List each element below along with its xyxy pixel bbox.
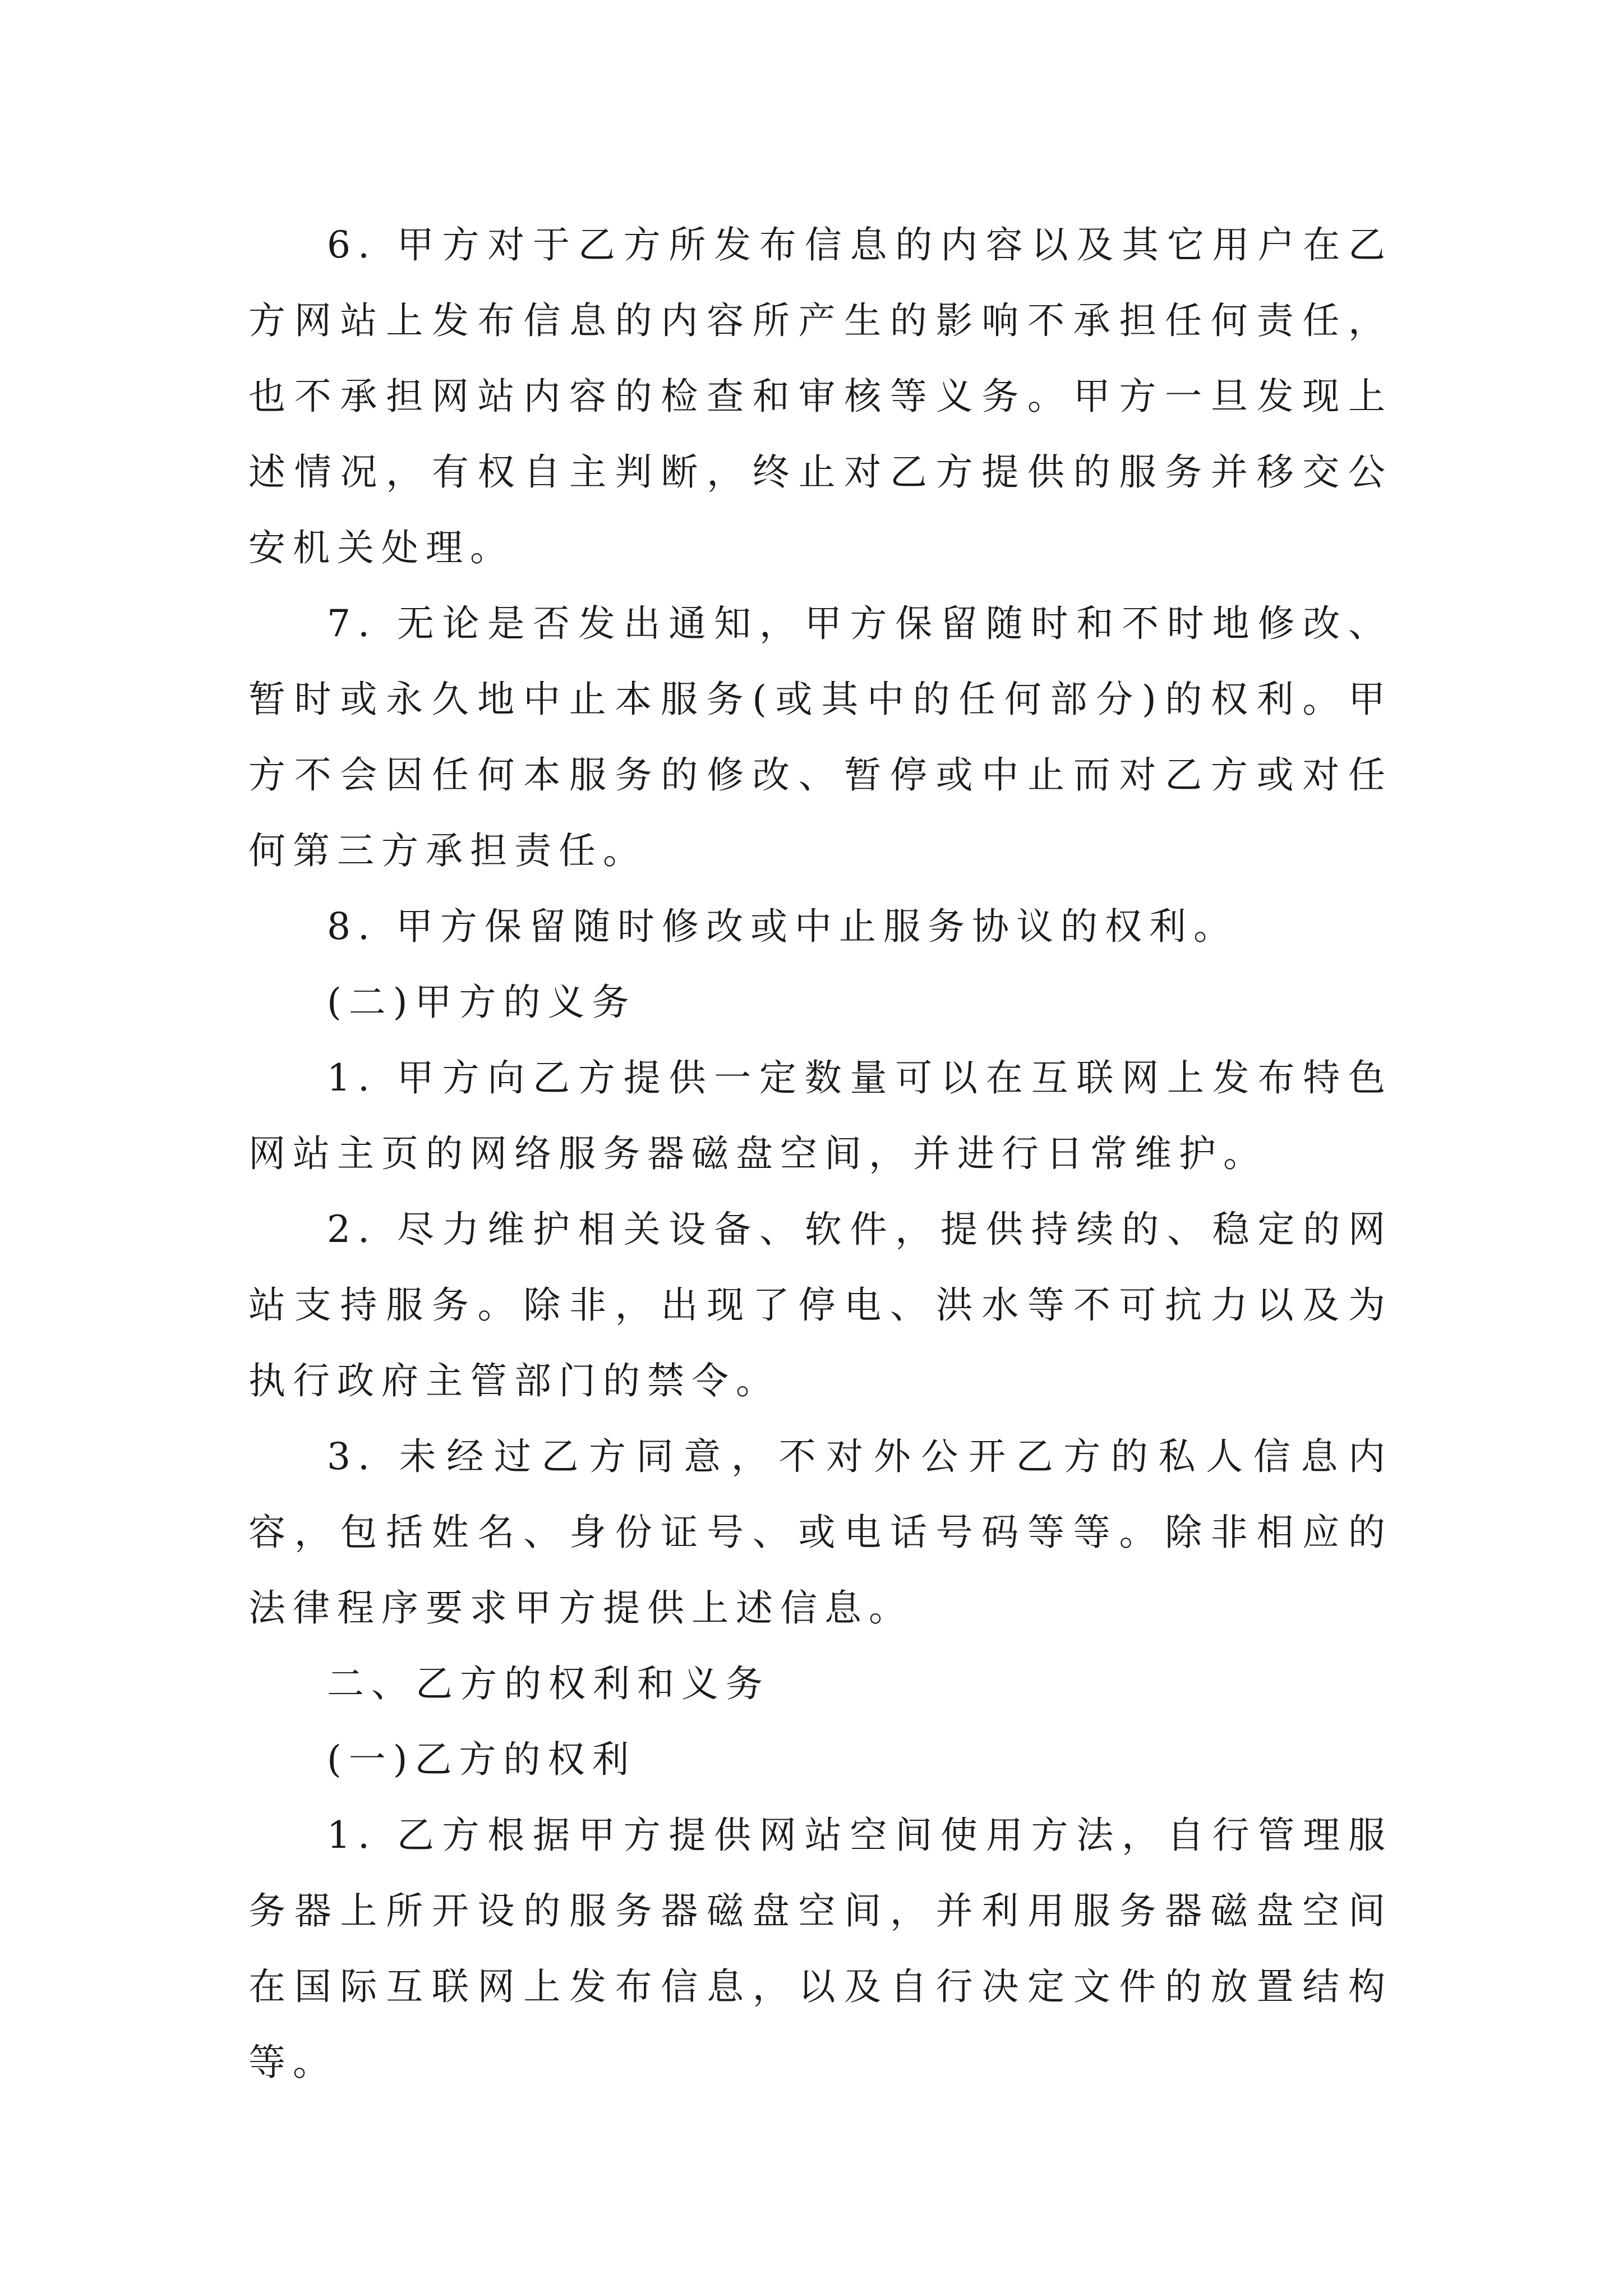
section-heading-party-a-obligations: (二)甲方的义务 [327,981,637,1024]
paragraph-obligation-3: 3. 未经过乙方同意，不对外公开乙方的私人信息内容，包括姓名、身份证号、或电话号码等等。除非相应的法律程序要求甲方提供上述信息。 [248,1435,1393,1630]
paragraph-obligation-1: 1. 甲方向乙方提供一定数量可以在互联网上发布特色网站主页的网络服务器磁盘空间，并进行日常维护。 [248,1056,1393,1175]
paragraph-item-7: 7. 无论是否发出通知，甲方保留随时和不时地修改、暂时或永久地中止本服务(或其中的任何部分)的权利。甲方不会因任何本服务的修改、暂停或中止而对乙方或对任何第三方承担责任。 [248,602,1393,872]
section-heading-party-b-rights-obligations: 二、乙方的权利和义务 [327,1662,770,1705]
paragraph-item-6: 6. 甲方对于乙方所发布信息的内容以及其它用户在乙方网站上发布信息的内容所产生的影响不承担任何责任，也不承担网站内容的检查和审核等义务。甲方一旦发现上述情况，有权自主判断，终止对乙方提供的服务并移交公安机关处理。 [248,223,1393,569]
paragraph-obligation-2: 2. 尽力维护相关设备、软件，提供持续的、稳定的网站支持服务。除非，出现了停电、洪水等不可抗力以及为执行政府主管部门的禁令。 [248,1208,1393,1402]
section-heading-party-b-rights: (一)乙方的权利 [327,1738,637,1781]
paragraph-right-1: 1. 乙方根据甲方提供网站空间使用方法，自行管理服务器上所开设的服务器磁盘空间，并利用服务器磁盘空间在国际互联网上发布信息，以及自行决定文件的放置结构等。 [248,1814,1393,2084]
paragraph-item-8: 8. 甲方保留随时修改或中止服务协议的权利。 [327,905,1238,948]
